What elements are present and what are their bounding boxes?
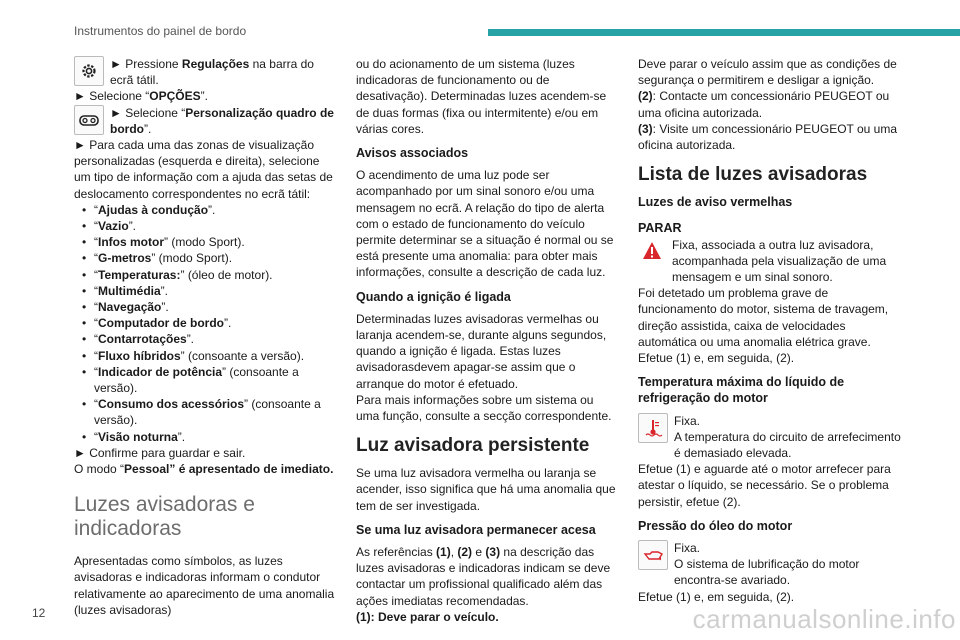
paragraph: Efetue (1) e aguarde até o motor arrefecer para atestar o líquido, se necessário. Se o problema persistir, efetue (2). bbox=[638, 462, 891, 509]
paragraph: Fixa. O sistema de lubrificação do motor encontra-se avariado. bbox=[674, 541, 860, 588]
subheading: Luzes de aviso vermelhas bbox=[638, 195, 793, 210]
paragraph: Apresentadas como símbolos, as luzes avisadoras e indicadoras informam o condutor relativamente ao aparecimento de uma anomalia (luzes avisadoras) bbox=[74, 554, 335, 617]
paragraph: As referências (1), (2) e (3) na descrição das luzes avisadoras e indicadoras indicam se deve contactar um profissional qualificado além das ações imediatas recomendadas. bbox=[356, 545, 611, 608]
display-option-item: • “Indicador de potência” (consoante a versão). bbox=[74, 364, 336, 396]
paragraph: Efetue (1) e, em seguida, (2). bbox=[638, 351, 795, 366]
display-option-item: • “Computador de bordo”. bbox=[74, 315, 336, 331]
stop-warning-icon bbox=[638, 237, 666, 265]
step-text: ► Selecione “Personalização quadro de bordo”. bbox=[110, 105, 334, 136]
paragraph: (1): Deve parar o veículo. bbox=[356, 609, 499, 624]
display-option-item: • “Vazio”. bbox=[74, 218, 336, 234]
stop-warning bbox=[638, 237, 904, 286]
paragraph: Foi detetado um problema grave de funcionamento do motor, sistema de travagem, direção assistida, caixa de velocidades automática ou uma anomalia elétrica grave. bbox=[638, 286, 889, 349]
step-text: O modo “Pessoal” é apresentado de imediato. bbox=[74, 462, 334, 477]
paragraph: ou do acionamento de um sistema (luzes indicadoras de funcionamento ou de desativação). Determinadas luzes acendem-se de duas formas (fixa ou intermitente) e/ou em várias cores. bbox=[356, 57, 607, 136]
display-option-item: • “G-metros” (modo Sport). bbox=[74, 250, 336, 266]
settings-step bbox=[74, 56, 336, 88]
paragraph: Deve parar o veículo assim que as condições de segurança o permitirem e desligar a ignição. bbox=[638, 57, 897, 88]
display-option-item: • “Temperaturas:” (óleo de motor). bbox=[74, 267, 336, 283]
step-text: ► Para cada uma das zonas de visualização personalizadas (esquerda e direita), selecione um tipo de informação com a ajuda das setas de deslocamento correspondentes no ecrã tátil: bbox=[74, 138, 333, 201]
subheading: Avisos associados bbox=[356, 146, 469, 161]
step-text: ► Confirme para guardar e sair. bbox=[74, 445, 246, 460]
section-title: Luzes avisadoras e indicadoras bbox=[74, 493, 255, 541]
subheading: Se uma luz avisadora permanecer acesa bbox=[356, 522, 596, 537]
subheading: PARAR bbox=[638, 221, 682, 236]
display-option-item: • “Fluxo híbridos” (consoante a versão). bbox=[74, 348, 336, 364]
display-option-item: • “Ajudas à condução”. bbox=[74, 202, 336, 218]
column-2 bbox=[356, 56, 618, 625]
watermark: carmanualsonline.info bbox=[692, 604, 956, 634]
paragraph: O acendimento de uma luz pode ser acompanhado por um sinal sonoro e/ou uma mensagem no ecrã. A relação do tipo de alerta com o estado de funcionamento do veículo permite determinar se a situação é normal ou se está presente uma anomalia: para obter mais informações, consulte a descrição de cada luz. bbox=[356, 168, 614, 280]
column-1 bbox=[74, 56, 336, 618]
column-3 bbox=[638, 56, 904, 605]
paragraph: Fixa. A temperatura do circuito de arrefecimento é demasiado elevada. bbox=[674, 413, 901, 461]
paragraph: Fixa, associada a outra luz avisadora, acompanhada pela visualização de uma mensagem e um sinal sonoro. bbox=[672, 237, 887, 285]
display-option-item: • “Contarrotações”. bbox=[74, 331, 336, 347]
display-option-item: • “Visão noturna”. bbox=[74, 429, 336, 445]
section-title: Luz avisadora persistente bbox=[356, 435, 590, 457]
header-accent-bar bbox=[488, 29, 960, 36]
paragraph: (3): Visite um concessionário PEUGEOT ou uma oficina autorizada. bbox=[638, 121, 898, 153]
display-option-item: • “Consumo dos acessórios” (consoante a versão). bbox=[74, 396, 336, 428]
paragraph: (2): Contacte um concessionário PEUGEOT ou uma oficina autorizada. bbox=[638, 89, 890, 120]
display-options-list bbox=[74, 202, 336, 445]
step-text: ► Selecione “OPÇÕES”. bbox=[74, 89, 208, 104]
paragraph: Para mais informações sobre um sistema ou uma função, consulte a secção correspondente. bbox=[356, 392, 612, 424]
oil-pressure-icon bbox=[638, 540, 668, 570]
display-option-item: • “Infos motor” (modo Sport). bbox=[74, 234, 336, 250]
page-number: 12 bbox=[32, 606, 46, 620]
display-option-item: • “Multimédia”. bbox=[74, 283, 336, 299]
step-text: ► Pressione Regulações na barra do ecrã tátil. bbox=[110, 57, 314, 88]
paragraph: Determinadas luzes avisadoras vermelhas ou laranja acendem-se, durante alguns segundos, quando a ignição é ligada. Estas luzes avisadorasdevem apagar-se assim que o arranque do motor é efetuado. bbox=[356, 311, 607, 391]
section-title: Lista de luzes avisadoras bbox=[638, 164, 868, 186]
oil-warning bbox=[638, 540, 904, 589]
instrument-panel-icon bbox=[74, 105, 104, 135]
subheading: Pressão do óleo do motor bbox=[638, 518, 793, 533]
header-title: Instrumentos do painel de bordo bbox=[74, 24, 247, 38]
coolant-temperature-icon bbox=[638, 413, 668, 443]
paragraph: Efetue (1) e, em seguida, (2). bbox=[638, 589, 795, 604]
subheading: Quando a ignição é ligada bbox=[356, 289, 511, 304]
gear-icon bbox=[74, 56, 104, 86]
dashboard-step bbox=[74, 105, 336, 137]
display-option-item: • “Navegação”. bbox=[74, 299, 336, 315]
paragraph: Se uma luz avisadora vermelha ou laranja se acender, isso significa que há uma anomalia que tem de ser investigada. bbox=[356, 466, 616, 513]
coolant-warning bbox=[638, 413, 904, 462]
subheading: Temperatura máxima do líquido de refrigeração do motor bbox=[638, 375, 845, 406]
